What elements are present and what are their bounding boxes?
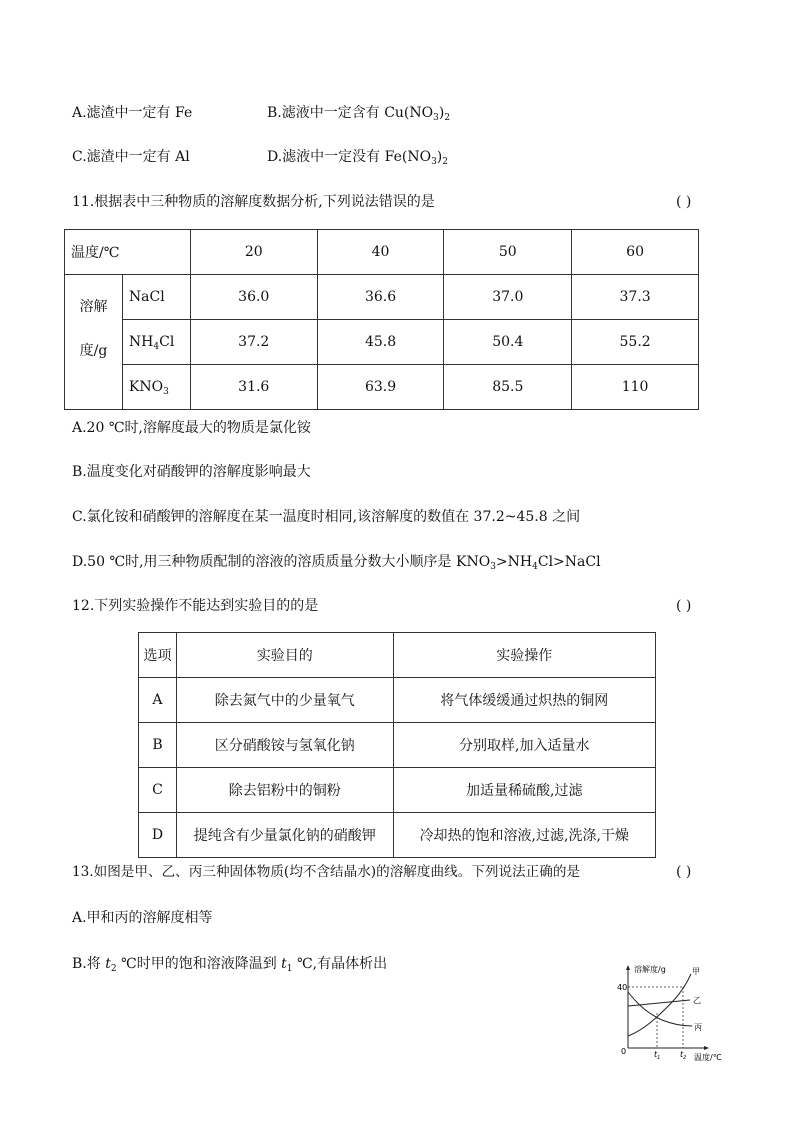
table-header-row [65,230,699,275]
table-cell: 加适量稀硫酸,过滤 [393,768,656,813]
y-axis-label: 溶解度/g [634,965,666,974]
substance-name: NaCl [122,275,190,320]
solubility-group-label: 溶解 度/g [65,275,123,410]
table-cell: 55.2 [572,320,699,365]
table-cell: 提纯含有少量氯化钠的硝酸钾 [176,813,393,858]
table-cell: C [139,768,177,813]
origin-label: 0 [621,1047,627,1056]
q10-option-c: C.滤渣中一定有 Al [72,149,190,165]
q11-answer-paren: ( ) [676,194,692,210]
solubility-curve-figure [614,964,730,1064]
table-row [65,365,699,410]
q13-option-b: B.将 $t_2$ ℃时甲的饱和溶液降温到 $t_1$ ℃,有晶体析出 [72,956,388,974]
y-axis-arrow [626,965,630,970]
substance-name: $NH_4Cl$ [122,320,190,365]
q13-stem: 13.如图是甲、乙、丙三种固体物质(均不含结晶水)的溶解度曲线。下列说法正确的是 [72,864,581,880]
table-cell: 除去铝粉中的铜粉 [176,768,393,813]
q12-answer-paren: ( ) [676,598,692,614]
y-tick-40: 40 [617,983,628,992]
q12-stem: 12.下列实验操作不能达到实验目的的是 [72,598,319,614]
table-header-row [139,633,656,678]
table-cell: 85.5 [444,365,572,410]
table-cell: 36.6 [317,275,444,320]
q11-solubility-table [64,229,699,410]
q13-answer-paren: ( ) [676,864,692,880]
temp-label-cell: 温度/℃ [65,230,191,275]
table-cell: 区分硝酸铵与氢氧化钠 [176,723,393,768]
table-cell: 37.3 [572,275,699,320]
q11-option-a: A.20 ℃时,溶解度最大的物质是氯化铵 [72,420,311,436]
series-label-bing: 丙 [694,1023,702,1032]
temp-cell: 50 [444,230,572,275]
table-cell: 110 [572,365,699,410]
temp-cell: 60 [572,230,699,275]
table-row [65,275,699,320]
q10-option-b: B.滤液中一定含有 $Cu(NO_3)_2$ [267,105,451,123]
table-cell: 63.9 [317,365,444,410]
table-row [65,320,699,365]
t1-label: $t_1$ [654,1050,661,1061]
table-cell: 36.0 [190,275,317,320]
table-cell: 将气体缓缓通过炽热的铜网 [393,678,656,723]
header-purpose: 实验目的 [176,633,393,678]
table-cell: B [139,723,177,768]
curve-bing [628,992,692,1026]
table-cell: A [139,678,177,723]
series-label-yi: 乙 [693,996,701,1005]
table-row [139,678,656,723]
t2-label: $t_2$ [680,1050,687,1061]
table-row [139,723,656,768]
q11-option-b: B.温度变化对硝酸钾的溶解度影响最大 [72,464,311,480]
q13-option-a: A.甲和丙的溶解度相等 [72,910,213,926]
table-cell: 37.2 [190,320,317,365]
substance-name: $KNO_3$ [122,365,190,410]
series-label-jia: 甲 [692,967,700,976]
temp-cell: 40 [317,230,444,275]
table-cell: 37.0 [444,275,572,320]
q10-option-d: D.滤液中一定没有 $Fe(NO_3)_2$ [267,149,448,167]
temp-cell: 20 [190,230,317,275]
table-cell: 分别取样,加入适量水 [393,723,656,768]
table-cell: D [139,813,177,858]
table-cell: 31.6 [190,365,317,410]
table-row [139,768,656,813]
table-cell: 冷却热的饱和溶液,过滤,洗涤,干燥 [393,813,656,858]
table-cell: 除去氮气中的少量氧气 [176,678,393,723]
q10-option-a: A.滤渣中一定有 Fe [72,105,193,121]
table-row [139,813,656,858]
x-axis-label: 温度/℃ [694,1053,722,1062]
q11-option-c: C.氯化铵和硝酸钾的溶解度在某一温度时相同,该溶解度的数值在 37.2~45.8 之间 [72,509,581,525]
header-operation: 实验操作 [393,633,656,678]
x-axis-arrow [704,1046,709,1050]
q11-option-d: D.50 ℃时,用三种物质配制的溶液的溶质质量分数大小顺序是 $KNO_3>NH_4Cl>NaCl$ [72,554,601,572]
table-cell: 45.8 [317,320,444,365]
table-cell: 50.4 [444,320,572,365]
q11-stem: 11.根据表中三种物质的溶解度数据分析,下列说法错误的是 [72,194,435,210]
q12-experiment-table [138,632,656,858]
header-option: 选项 [139,633,177,678]
